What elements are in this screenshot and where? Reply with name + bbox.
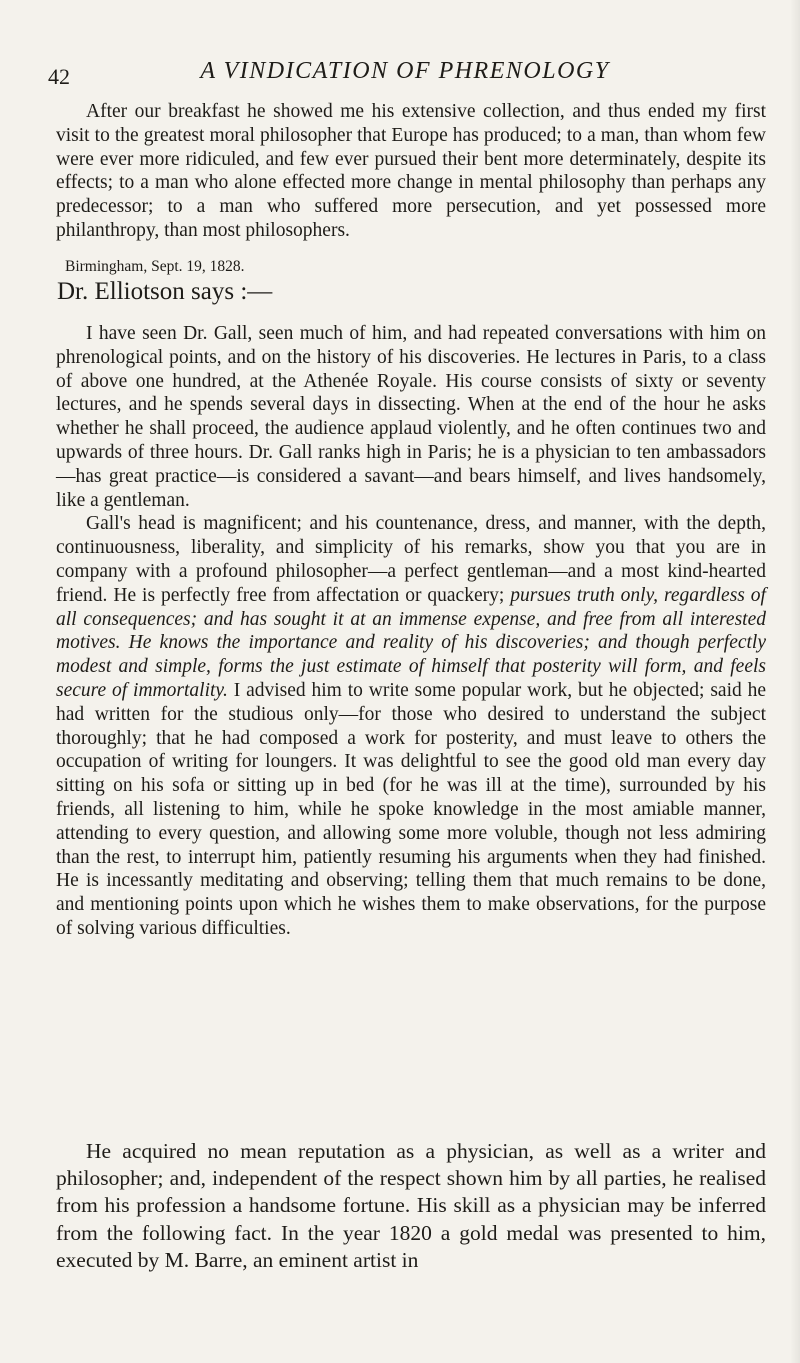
text-block-quotation bbox=[56, 322, 766, 941]
paragraph-breakfast-visit: After our breakfast he showed me his extensive collection, and thus ended my first visit to the greatest moral philosopher that Europe has produced; to a man, than whom few were ever more ridiculed, and few ever pursued their bent more determinately, despite its effects; to a man who alone effected more change in mental philosophy than perhaps any predecessor; to a man who suffered more persecution, and yet possessed more philanthropy, than most philosophers. bbox=[56, 101, 766, 241]
text-block-opening bbox=[56, 100, 766, 243]
running-header bbox=[48, 58, 762, 88]
paragraph-galls-head-part-2: I advised him to write some popular work, but he objected; said he had written for the studious only—for those who desired to understand the subject thoroughly; that he had composed a work for posterity, and must leave to others the occupation of writing for loungers. It was delightful to see the good old man every day sitting on his sofa or sitting up in bed (for he was ill at the time), surrounded by his friends, all listening to him, while he spoke knowledge in the most amiable manner, attending to every question, and allowing some more voluble, though not less admiring than the rest, to interrupt him, patiently resuming his arguments when they had finished. He is incessantly meditating and observing; telling them that much remains to be done, and mentioning points upon which he wishes them to make observations, for the purpose of solving various difficulties. bbox=[56, 679, 767, 939]
section-heading: Dr. Elliotson says :— bbox=[57, 278, 273, 305]
page-number: 42 bbox=[48, 64, 70, 89]
paragraph-galls-head bbox=[56, 512, 766, 940]
paragraph-galls-head-italic: pursues truth only, regardless of all consequences; and has sought it at an immense expense, and free from all interested motives. He knows the importance and reality of his discoveries; and though perfectly modest and simple, forms the just estimate of himself that posterity will form, and feels secure of immortality. bbox=[56, 584, 766, 701]
text-block-closing bbox=[56, 1138, 766, 1274]
page-edge-shadow bbox=[790, 0, 800, 1363]
paragraph-seen-gall: I have seen Dr. Gall, seen much of him, and had repeated conversations with him on phrenological points, and on the history of his discoveries. He lectures in Paris, to a class of above one hundred, at the Athenée Royale. His course consists of sixty or seventy lectures, and he spends several days in dissecting. When at the end of the hour he asks whether he shall proceed, the audience applaud violently, and he often continues two and upwards of three hours. Dr. Gall ranks high in Paris; he is a physician to ten ambassadors—has great practice—is considered a savant—and bears himself, and lives handsomely, like a gentleman. bbox=[56, 323, 766, 511]
paragraph-galls-head-part-1: Gall's head is magnificent; and his countenance, dress, and manner, with the depth, continuousness, liberality, and simplicity of his remarks, show you that you are in company with a profound philosopher—a perfect gentleman—and a most kind-hearted friend. He is perfectly free from affectation or quackery; bbox=[56, 513, 766, 606]
paragraph-reputation: He acquired no mean reputation as a physician, as well as a writer and philosopher; and, independent of the respect shown him by all parties, he realised from his profession a handsome fortune. His skill as a physician may be inferred from the following fact. In the year 1820 a gold medal was presented to him, executed by M. Barre, an eminent artist in bbox=[56, 1139, 766, 1272]
running-title: A VINDICATION OF PHRENOLOGY bbox=[200, 58, 610, 84]
letter-signoff: Birmingham, Sept. 19, 1828. bbox=[65, 258, 245, 275]
